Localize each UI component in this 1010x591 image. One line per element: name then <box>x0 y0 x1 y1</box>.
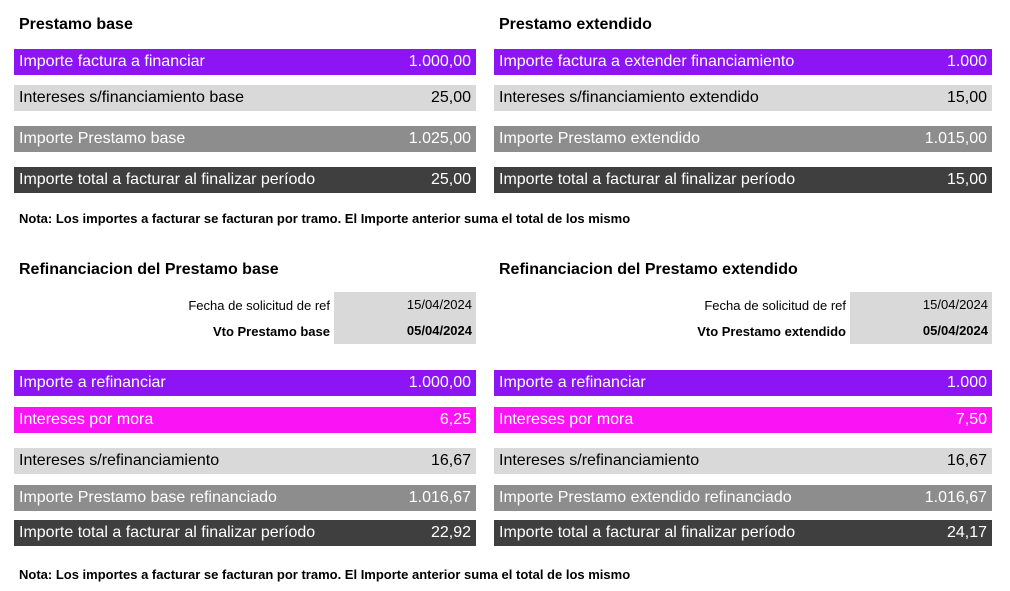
section-title-prestamo-base: Prestamo base <box>19 16 133 33</box>
row-label: Importe Prestamo extendido refinanciado <box>499 489 792 506</box>
row-label: Intereses por mora <box>499 411 634 428</box>
row-value: 25,00 <box>430 89 471 106</box>
row-value: 1.000,00 <box>408 374 471 391</box>
row-value: 16,67 <box>946 452 987 469</box>
row-label: Importe total a facturar al finalizar período <box>499 524 796 541</box>
row-label: Importe factura a extender financiamiento <box>499 53 795 70</box>
refi-ext-vto-label: Vto Prestamo extendido <box>697 324 846 339</box>
refi-ext-row-total-facturar <box>494 520 992 546</box>
base-row-total-facturar <box>14 167 476 193</box>
refi-base-vto-value: 05/04/2024 <box>334 318 476 344</box>
refi-ext-row-importe-refinanciar <box>494 370 992 396</box>
refi-ext-fecha-label: Fecha de solicitud de ref <box>704 298 846 313</box>
row-label: Importe a refinanciar <box>19 374 166 391</box>
row-value: 15,00 <box>946 171 987 188</box>
section-title-prestamo-extendido: Prestamo extendido <box>499 16 652 33</box>
row-value: 6,25 <box>439 411 471 428</box>
ext-row-total-facturar <box>494 167 992 193</box>
refi-base-fecha-value: 15/04/2024 <box>334 292 476 318</box>
row-label: Importe total a facturar al finalizar período <box>499 171 796 188</box>
row-value: 1.025,00 <box>408 130 471 147</box>
row-label: Importe a refinanciar <box>499 374 646 391</box>
row-label: Importe Prestamo extendido <box>499 130 700 147</box>
ext-row-intereses <box>494 85 992 111</box>
row-value: 16,67 <box>430 452 471 469</box>
row-label: Importe Prestamo base refinanciado <box>19 489 277 506</box>
row-value: 15,00 <box>946 89 987 106</box>
refi-ext-row-intereses-refi <box>494 448 992 474</box>
row-label: Intereses s/financiamiento base <box>19 89 245 106</box>
refi-base-fecha-label: Fecha de solicitud de ref <box>188 298 330 313</box>
row-value: 1.015,00 <box>924 130 987 147</box>
row-value: 1.016,67 <box>408 489 471 506</box>
row-label: Intereses por mora <box>19 411 154 428</box>
refi-ext-row-intereses-mora <box>494 407 992 433</box>
row-value: 25,00 <box>430 171 471 188</box>
row-value: 1.000,00 <box>408 53 471 70</box>
row-value: 1.016,67 <box>924 489 987 506</box>
base-row-importe-prestamo <box>14 126 476 152</box>
base-row-importe-factura <box>14 49 476 75</box>
row-label: Intereses s/refinanciamiento <box>19 452 220 469</box>
refi-ext-row-prestamo-refinanciado <box>494 485 992 511</box>
section-title-refi-base: Refinanciacion del Prestamo base <box>19 261 279 278</box>
refi-base-vto-label: Vto Prestamo base <box>212 324 330 339</box>
row-label: Intereses s/refinanciamiento <box>499 452 700 469</box>
row-value: 1.000 <box>946 53 987 70</box>
row-label: Intereses s/financiamiento extendido <box>499 89 759 106</box>
refi-base-row-importe-refinanciar <box>14 370 476 396</box>
refi-ext-fecha-value: 15/04/2024 <box>850 292 992 318</box>
refi-base-row-intereses-mora <box>14 407 476 433</box>
section-title-refi-ext: Refinanciacion del Prestamo extendido <box>499 261 798 278</box>
row-value: 1.000 <box>946 374 987 391</box>
row-label: Importe Prestamo base <box>19 130 186 147</box>
row-value: 22,92 <box>430 524 471 541</box>
row-value: 24,17 <box>946 524 987 541</box>
refi-base-row-total-facturar <box>14 520 476 546</box>
row-label: Importe factura a financiar <box>19 53 205 70</box>
row-label: Importe total a facturar al finalizar período <box>19 524 316 541</box>
refi-ext-vto-value: 05/04/2024 <box>850 318 992 344</box>
note-text: Nota: Los importes a facturar se facturan por tramo. El Importe anterior suma el total de los mismo <box>19 211 631 226</box>
refi-base-row-intereses-refi <box>14 448 476 474</box>
base-row-intereses <box>14 85 476 111</box>
refi-base-row-prestamo-refinanciado <box>14 485 476 511</box>
row-label: Importe total a facturar al finalizar período <box>19 171 316 188</box>
note-text: Nota: Los importes a facturar se facturan por tramo. El Importe anterior suma el total de los mismo <box>19 567 631 582</box>
ext-row-importe-prestamo <box>494 126 992 152</box>
ext-row-importe-factura <box>494 49 992 75</box>
row-value: 7,50 <box>955 411 987 428</box>
